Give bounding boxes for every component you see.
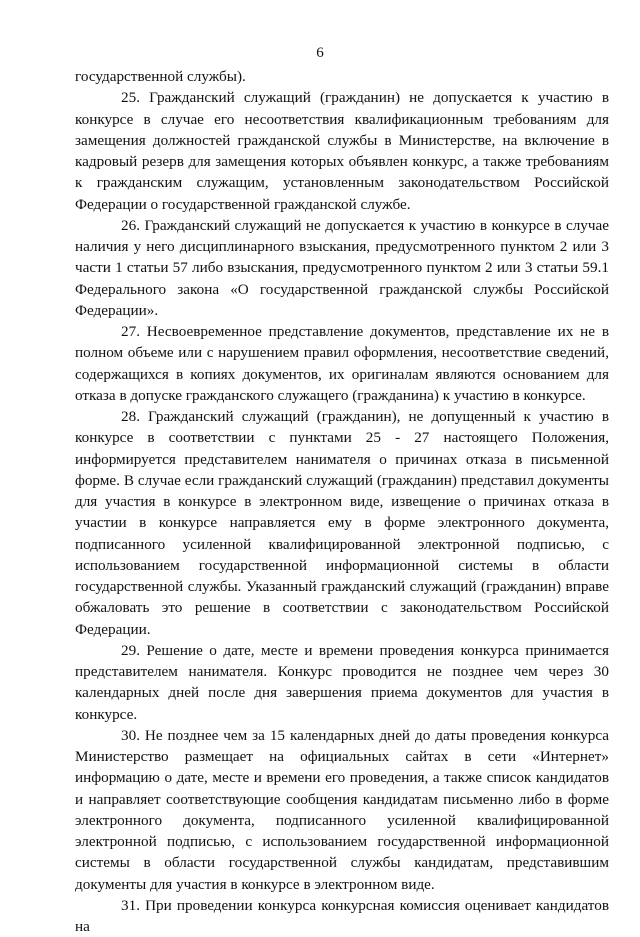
paragraph-25: 25. Гражданский служащий (гражданин) не допускается к участию в конкурсе в случае его несоответствия квалификационным требованиям для замещения должностей гражданской службы в Министерстве, на включение в кадровый резерв для замещения которых объявлен конкурс, а также требованиям к гражданским служащим, установленным законодательством Российской Федерации о государственной гражданской службе. [75,89,609,213]
document-body [75,66,609,937]
paragraph-continuation: государственной службы). [75,68,246,85]
page-number: 6 [316,45,324,61]
paragraph-31: 31. При проведении конкурса конкурсная комиссия оценивает кандидатов на [75,896,609,935]
paragraph-26: 26. Гражданский служащий не допускается к участию в конкурсе в случае наличия у него дисциплинарного взыскания, предусмотренного пунктом 2 или 3 части 1 статьи 57 либо взыскания, предусмотренного пунктом 2 или 3 статьи 59.1 Федерального закона «О государственной гражданской службы Российской Федерации». [75,216,609,319]
paragraph-27: 27. Несвоевременное представление документов, представление их не в полном объеме или с нарушением правил оформления, несоответствие сведений, содержащихся в копиях документов, их оригиналам являются основанием для отказа в допуске гражданского служащего (гражданина) к участию в конкурсе. [75,323,609,404]
paragraph-30: 30. Не позднее чем за 15 календарных дней до даты проведения конкурса Министерство размещает на официальных сайтах в сети «Интернет» информацию о дате, месте и времени его проведения, а также список кандидатов и направляет соответствующие сообщения кандидатам письменно либо в форме электронного документа, подписанного усиленной квалифицированной электронной подписью, с использованием государственной информационной системы в области государственной службы кандидатам, представившим документы для участия в конкурсе в электронном виде. [75,726,609,893]
paragraph-28: 28. Гражданский служащий (гражданин), не допущенный к участию в конкурсе в соответствии с пунктами 25 - 27 настоящего Положения, информируется представителем нанимателя о причинах отказа в письменной форме. В случае если гражданский служащий (гражданин) представил документы для участия в конкурсе в электронном виде, извещение о причинах отказа в участии в конкурсе направляется ему в форме электронного документа, подписанного усиленной квалифицированной электронной подписью, с использованием государственной информационной системы в области государственной службы. Указанный гражданский служащий (гражданин) вправе обжаловать это решение в соответствии с законодательством Российской Федерации. [75,408,609,638]
paragraph-29: 29. Решение о дате, месте и времени проведения конкурса принимается представителем нанимателя. Конкурс проводится не позднее чем через 30 календарных дней после дня завершения приема документов для участия в конкурсе. [75,641,609,723]
